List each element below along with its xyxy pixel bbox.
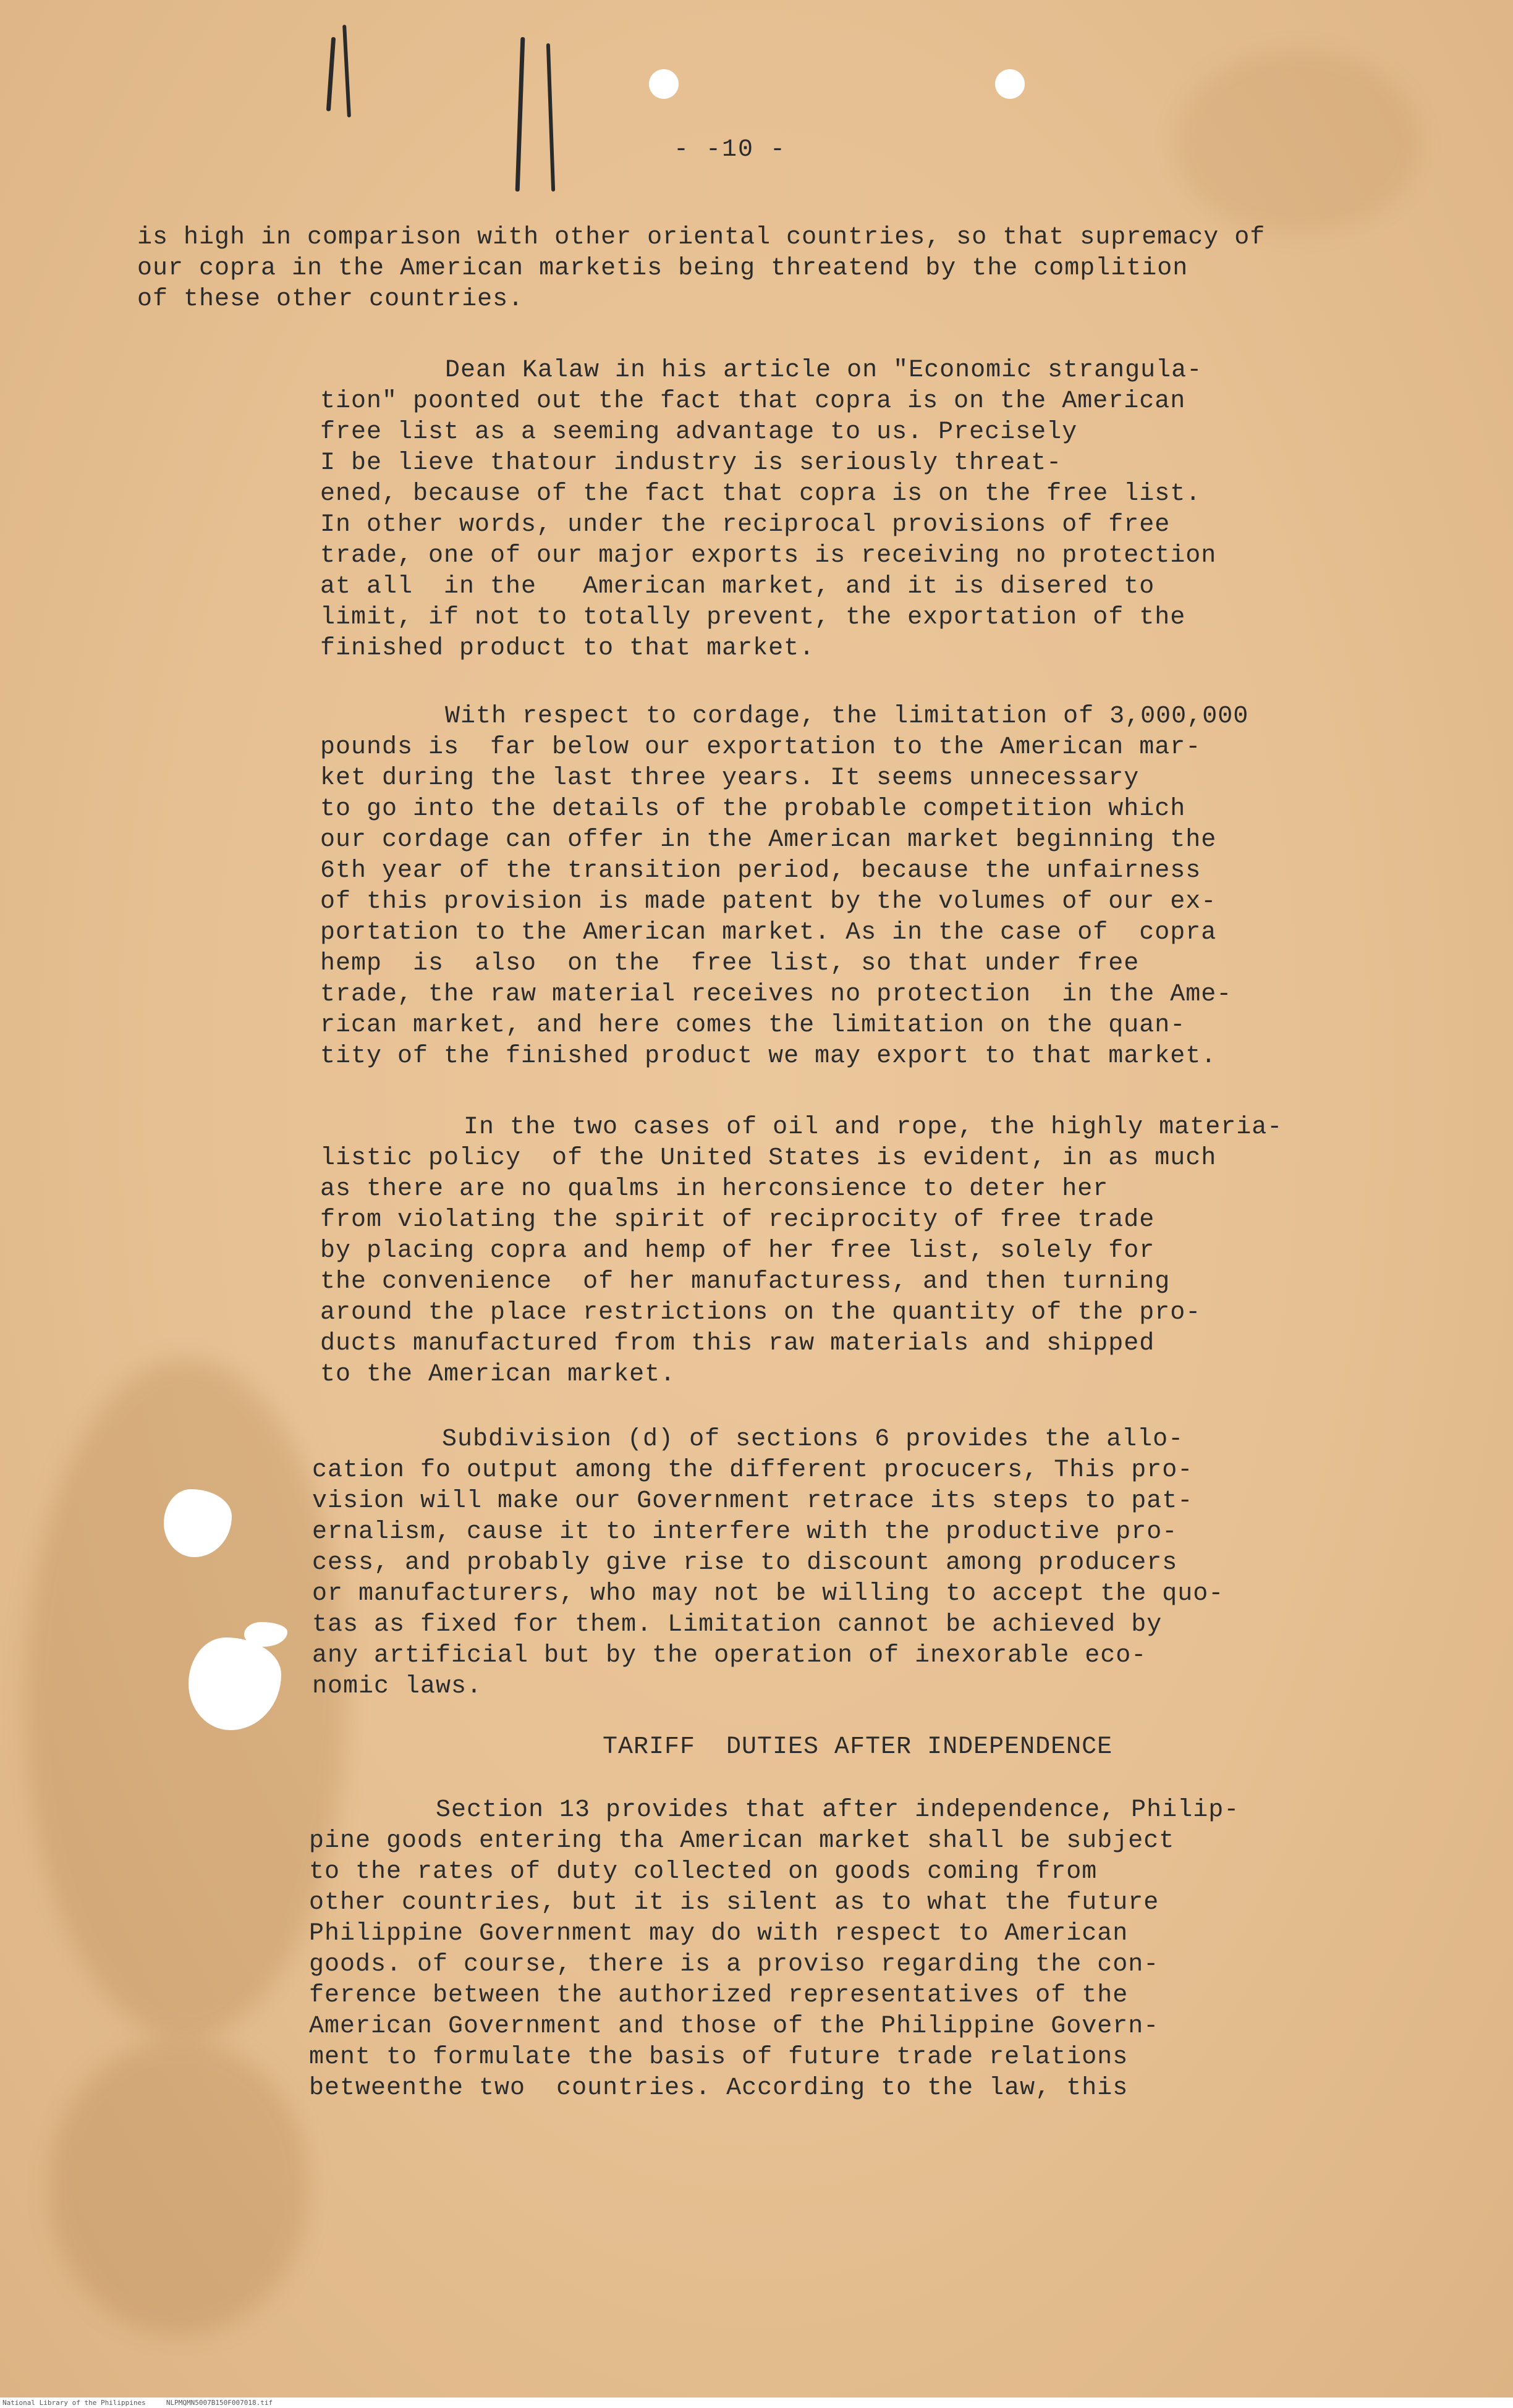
archive-footer: National Library of the Philippines NLPMQMN5007B150F007018.tif <box>2 2399 273 2407</box>
text-line: goods. of course, there is a proviso regarding the con- <box>309 1951 1159 1979</box>
text-line: nomic laws. <box>312 1673 483 1700</box>
text-line: by placing copra and hemp of her free list, solely for <box>320 1237 1155 1265</box>
text-line: to the American market. <box>320 1361 676 1388</box>
text-line: vision will make our Government retrace its steps to pat- <box>312 1487 1193 1515</box>
text-line: I be lieve thatour industry is seriously threat- <box>320 449 1062 477</box>
text-line: our copra in the American marketis being threatend by the complition <box>137 255 1189 282</box>
text-line: ference between the authorized representatives of the <box>309 1982 1129 2009</box>
text-line: or manufacturers, who may not be willing to accept the quo- <box>312 1580 1224 1608</box>
text-line: Dean Kalaw in his article on "Economic strangula- <box>445 357 1203 384</box>
text-line: from violating the spirit of reciprocity of free trade <box>320 1206 1155 1234</box>
text-line: Subdivision (d) of sections 6 provides the allo- <box>442 1426 1184 1453</box>
punch-hole <box>995 69 1025 99</box>
text-line: listic policy of the United States is evident, in as much <box>320 1144 1217 1172</box>
text-line: of this provision is made patent by the volumes of our ex- <box>320 888 1217 916</box>
punch-hole <box>649 69 679 99</box>
text-line: cess, and probably give rise to discount among producers <box>312 1549 1178 1577</box>
text-line: finished product to that market. <box>320 635 815 662</box>
text-line: cation fo output among the different procucers, This pro- <box>312 1456 1193 1484</box>
water-stain <box>49 2039 309 2336</box>
text-line: ened, because of the fact that copra is on the free list. <box>320 480 1202 508</box>
text-line: is high in comparison with other oriental countries, so that supremacy of <box>137 224 1266 251</box>
water-stain <box>25 1359 346 2039</box>
text-line: ernalism, cause it to interfere with the productive pro- <box>312 1518 1178 1546</box>
text-line: With respect to cordage, the limitation of 3,000,000 <box>445 703 1249 730</box>
text-line: around the place restrictions on the quantity of the pro- <box>320 1299 1202 1327</box>
text-line: hemp is also on the free list, so that under free <box>320 950 1140 978</box>
text-line: any artificial but by the operation of inexorable eco- <box>312 1642 1147 1670</box>
text-line: ment to formulate the basis of future trade relations <box>309 2043 1129 2071</box>
text-line: rican market, and here comes the limitation on the quan- <box>320 1012 1186 1039</box>
text-line: to go into the details of the probable competition which <box>320 795 1186 823</box>
text-line: tion" poonted out the fact that copra is on the American <box>320 387 1186 415</box>
text-line: tas as fixed for them. Limitation cannot be achieved by <box>312 1611 1163 1639</box>
text-line: other countries, but it is silent as to what the future <box>309 1889 1159 1917</box>
text-line: tity of the finished product we may export to that market. <box>320 1042 1217 1070</box>
text-line: trade, the raw material receives no protection in the Ame- <box>320 981 1232 1008</box>
text-line: In the two cases of oil and rope, the highly materia- <box>464 1113 1283 1141</box>
section-heading: TARIFF DUTIES AFTER INDEPENDENCE <box>603 1733 1113 1761</box>
text-line: Philippine Government may do with respect to American <box>309 1920 1129 1948</box>
text-line: of these other countries. <box>137 285 524 313</box>
text-line: our cordage can offer in the American market beginning the <box>320 826 1217 854</box>
text-line: ducts manufactured from this raw materials and shipped <box>320 1330 1155 1358</box>
pen-mark <box>546 43 555 192</box>
water-stain <box>1174 49 1422 235</box>
text-line: ket during the last three years. It seems unnecessary <box>320 764 1140 792</box>
text-line: at all in the American market, and it is disered to <box>320 573 1155 601</box>
text-line: betweenthe two countries. According to the law, this <box>309 2074 1129 2102</box>
text-line: free list as a seeming advantage to us. Precisely <box>320 418 1078 446</box>
text-line: the convenience of her manufacturess, and then turning <box>320 1268 1171 1296</box>
text-line: as there are no qualms in herconsience to deter her <box>320 1175 1109 1203</box>
text-line: pine goods entering tha American market shall be subject <box>309 1827 1175 1855</box>
text-line: limit, if not to totally prevent, the exportation of the <box>320 604 1186 632</box>
pen-mark <box>326 37 336 111</box>
pen-mark <box>342 25 351 117</box>
page-number: - -10 - <box>674 136 787 164</box>
text-line: American Government and those of the Philippine Govern- <box>309 2013 1159 2040</box>
text-line: 6th year of the transition period, because the unfairness <box>320 857 1202 885</box>
text-line: portation to the American market. As in the case of copra <box>320 919 1217 947</box>
text-line: pounds is far below our exportation to the American mar- <box>320 733 1202 761</box>
text-line: trade, one of our major exports is receiving no protection <box>320 542 1217 570</box>
text-line: In other words, under the reciprocal provisions of free <box>320 511 1171 539</box>
text-line: to the rates of duty collected on goods coming from <box>309 1858 1098 1886</box>
pen-mark <box>515 37 525 192</box>
text-line: Section 13 provides that after independence, Philip- <box>436 1796 1240 1824</box>
